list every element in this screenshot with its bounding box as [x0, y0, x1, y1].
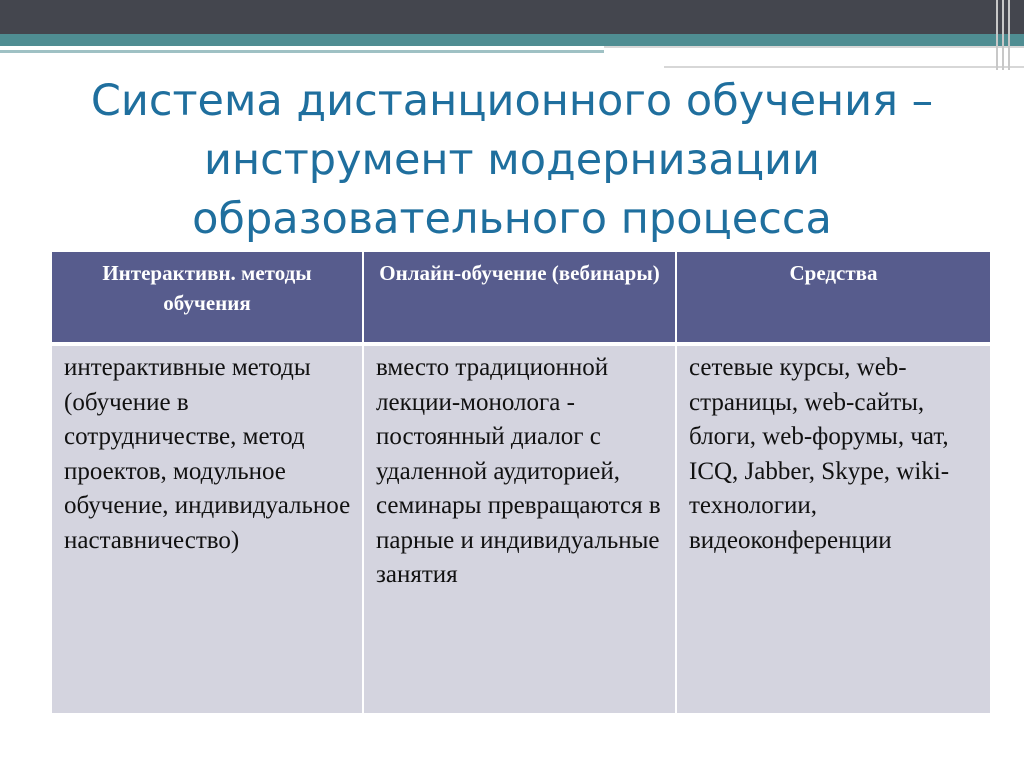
- header-online-learning: Онлайн-обучение (вебинары): [363, 252, 676, 344]
- corner-decoration-line: [664, 66, 1024, 68]
- teal-decorative-band: [0, 34, 1024, 46]
- table-row: [52, 344, 990, 713]
- header-interactive-methods: Интерактивн. методы обучения: [52, 252, 363, 344]
- cell-interactive-methods: интерактивные методы (обучение в сотрудничестве, метод проектов, модульное обучение, индивидуальное наставничество): [52, 344, 363, 713]
- slide-title: Система дистанционного обучения – инструмент модернизации образовательного процесса: [90, 76, 934, 244]
- top-decorative-bar: [0, 0, 1024, 34]
- comparison-table: [52, 252, 990, 713]
- cell-tools: сетевые курсы, web-страницы, web-сайты, блоги, web-форумы, чат, ICQ, Jabber, Skype, wiki-технологии, видеоконференции: [676, 344, 990, 713]
- header-tools: Средства: [676, 252, 990, 344]
- cell-online-learning: вместо традиционной лекции-монолога - постоянный диалог с удаленной аудиторией, семинары превращаются в парные и индивидуальные занятия: [363, 344, 676, 713]
- corner-stripe: [1008, 0, 1010, 70]
- corner-stripe: [996, 0, 998, 70]
- corner-stripe: [1002, 0, 1004, 70]
- corner-decoration: [604, 46, 1024, 66]
- table-header-row: [52, 252, 990, 344]
